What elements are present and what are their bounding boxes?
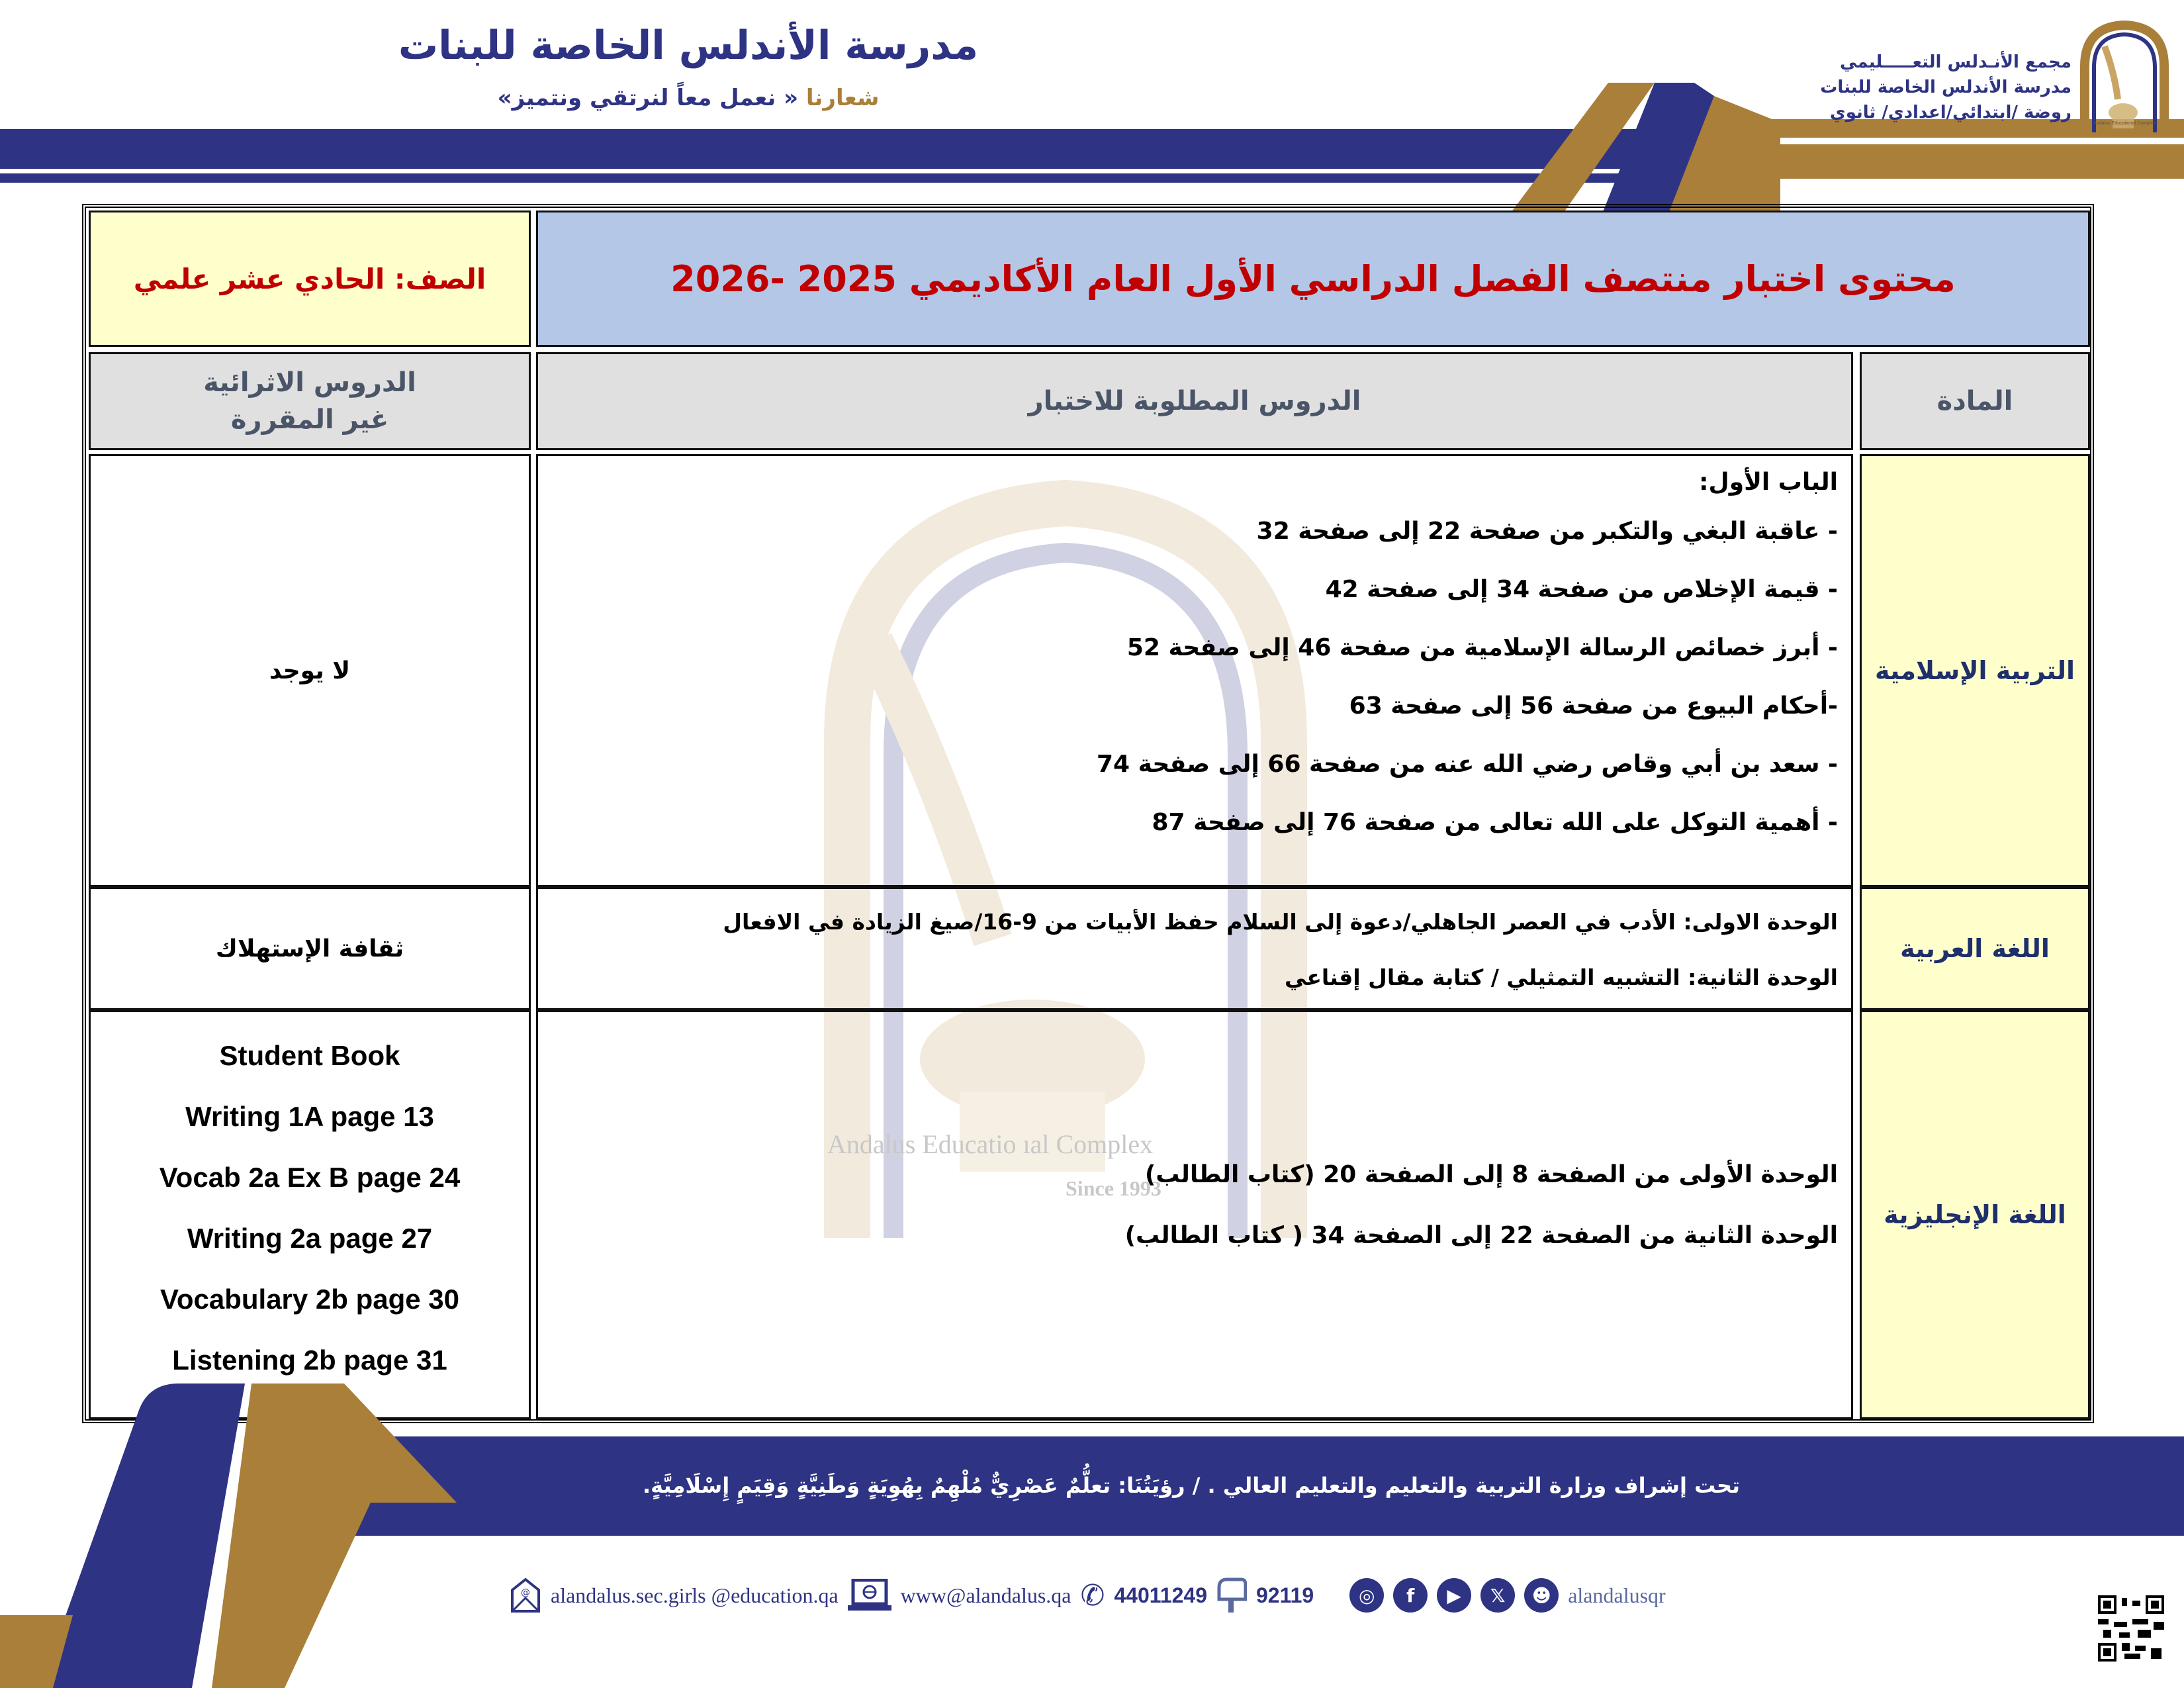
table-row-islamic-lessons [536, 454, 1853, 887]
social-handle[interactable]: alandalusqr [1568, 1583, 1666, 1607]
school-name: مدرسة الأندلس الخاصة للبنات [398, 23, 979, 69]
enrichment-item: Listening 2b page 31 [172, 1344, 447, 1376]
class-cell [89, 211, 531, 347]
column-header-enrichment-line2: غير المقررة [230, 404, 389, 435]
table-title: محتوى اختبار منتصف الفصل الدراسي الأول العام الأكاديمي 2025 -2026 [670, 258, 1956, 300]
qr-code-icon[interactable] [2098, 1595, 2164, 1662]
instagram-icon[interactable]: ◎ [1349, 1578, 1384, 1613]
table-row-english-lessons [536, 1010, 1853, 1419]
table-row-islamic-enrichment [89, 454, 531, 887]
phone-icon: ✆ [1080, 1578, 1105, 1613]
lesson-item: - سعد بن أبي وقاص رضي الله عنه من صفحة 66 إلى صفحة 74 [1096, 751, 1838, 778]
lesson-item: الوحدة الثانية: التشبيه التمثيلي / كتابة مقال إقناعي [1284, 964, 1838, 990]
header-swoosh-decoration [1502, 83, 1780, 215]
slogan-text: « نعمل معاً لنرتقي ونتميز» [497, 85, 799, 111]
column-header-required-label: الدروس المطلوبة للاختبار [1028, 386, 1361, 416]
lesson-item: الباب الأول: [1699, 469, 1838, 496]
complex-name: مجمع الأنـدلس التعـــــليمي [1840, 52, 2071, 72]
enrichment-item: Writing 2a page 27 [187, 1223, 433, 1254]
column-header-required [536, 352, 1853, 450]
facebook-icon[interactable]: f [1393, 1578, 1428, 1613]
footer-supervision-text: تحت إشراف وزارة التربية والتعليم والتعليم العالي . / رؤيَتُنَا: تعلُّمٌ عَصْرِيٌّ مُلْهِمٌ بِهُوِيَةٍ وَطَنِيَّةٍ وَقِيَمٍ إِسْلَامِيَّةٍ. [642, 1473, 1741, 1498]
watermark-since: Since 1993 [1066, 1176, 1161, 1200]
email-address[interactable]: alandalus.sec.girls @education.qa [551, 1583, 839, 1607]
subject-name: اللغة الإنجليزية [1884, 1200, 2066, 1229]
enrichment-item: Vocab 2a Ex B page 24 [159, 1162, 461, 1193]
school-slogan [371, 85, 1006, 111]
table-row-arabic-enrichment [89, 887, 531, 1010]
school-name-small: مدرسة الأندلس الخاصة للبنات [1820, 77, 2071, 97]
table-title-cell [536, 211, 2090, 347]
column-header-subject-label: المادة [1936, 386, 2013, 416]
table-row-english-subject [1860, 1010, 2090, 1419]
exam-content-table [82, 204, 2094, 1423]
lesson-item: الوحدة الاولى: الأدب في العصر الجاهلي/دعوة إلى السلام حفظ الأبيات من 9-16/صيغ الزيادة في الافعال [723, 909, 1838, 935]
svg-text:@: @ [521, 1587, 530, 1598]
header-band-gold [1747, 144, 2184, 179]
lesson-item: - قيمة الإخلاص من صفحة 34 إلى صفحة 42 [1325, 576, 1838, 603]
po-box: 92119 [1255, 1583, 1314, 1607]
enrichment-text: لا يوجد [269, 657, 351, 684]
subject-name: التربية الإسلامية [1874, 656, 2075, 685]
mailbox-icon [1216, 1577, 1247, 1614]
youtube-icon[interactable]: ▶ [1437, 1578, 1471, 1613]
table-row-arabic-lessons [536, 887, 1853, 1010]
column-header-enrichment-line1: الدروس الاثرائية [203, 367, 416, 398]
logo-caption: Andalus Educational Complex [2093, 121, 2156, 126]
column-header-enrichment [89, 352, 531, 450]
table-row-arabic-subject [1860, 887, 2090, 1010]
lesson-item: - أهمية التوكل على الله تعالى من صفحة 76 إلى صفحة 87 [1152, 809, 1838, 836]
snapchat-icon[interactable]: ☻ [1524, 1578, 1559, 1613]
email-icon [510, 1577, 541, 1614]
watermark-text: Andalus Educatio ıal Complex [827, 1129, 1154, 1159]
enrichment-item: Writing 1A page 13 [185, 1101, 434, 1132]
website-address[interactable]: www@alandalus.qa [900, 1583, 1071, 1607]
enrichment-text: ثقافة الإستهلاك [215, 935, 404, 962]
school-logo-icon [2078, 20, 2171, 136]
header-band-blue-thin [0, 173, 1641, 183]
header-band-blue [0, 129, 1641, 169]
school-stages: روضة /ابتدائي/اعدادي/ ثانوي [1829, 103, 2071, 122]
phone-number[interactable]: 44011249 [1114, 1583, 1207, 1607]
slogan-label: شعارنا [805, 85, 880, 111]
column-header-subject [1860, 352, 2090, 450]
subject-name: اللغة العربية [1900, 934, 2050, 963]
lesson-item: الوحدة الأولى من الصفحة 8 إلى الصفحة 20 (كتاب الطالب) [1144, 1161, 1838, 1188]
lesson-item: -أحكام البيوع من صفحة 56 إلى صفحة 63 [1349, 692, 1838, 720]
class-label: الصف: الحادي عشر علمي [133, 262, 486, 295]
website-icon [848, 1579, 891, 1612]
lesson-item: - عاقبة البغي والتكبر من صفحة 22 إلى صفحة 32 [1256, 518, 1838, 545]
table-row-islamic-subject [1860, 454, 2090, 887]
contact-row [510, 1572, 1666, 1618]
footer-swoosh-decoration [0, 1364, 463, 1688]
lesson-item: - أبرز خصائص الرسالة الإسلامية من صفحة 46 إلى صفحة 52 [1126, 634, 1838, 661]
enrichment-item: Student Book [219, 1040, 400, 1071]
x-icon[interactable]: 𝕏 [1480, 1578, 1515, 1613]
complex-name-block [1774, 50, 2071, 125]
enrichment-item: Vocabulary 2b page 30 [159, 1284, 460, 1315]
lesson-item: الوحدة الثانية من الصفحة 22 إلى الصفحة 34 ( كتاب الطالب) [1124, 1222, 1838, 1249]
table-row-english-enrichment [89, 1010, 531, 1419]
